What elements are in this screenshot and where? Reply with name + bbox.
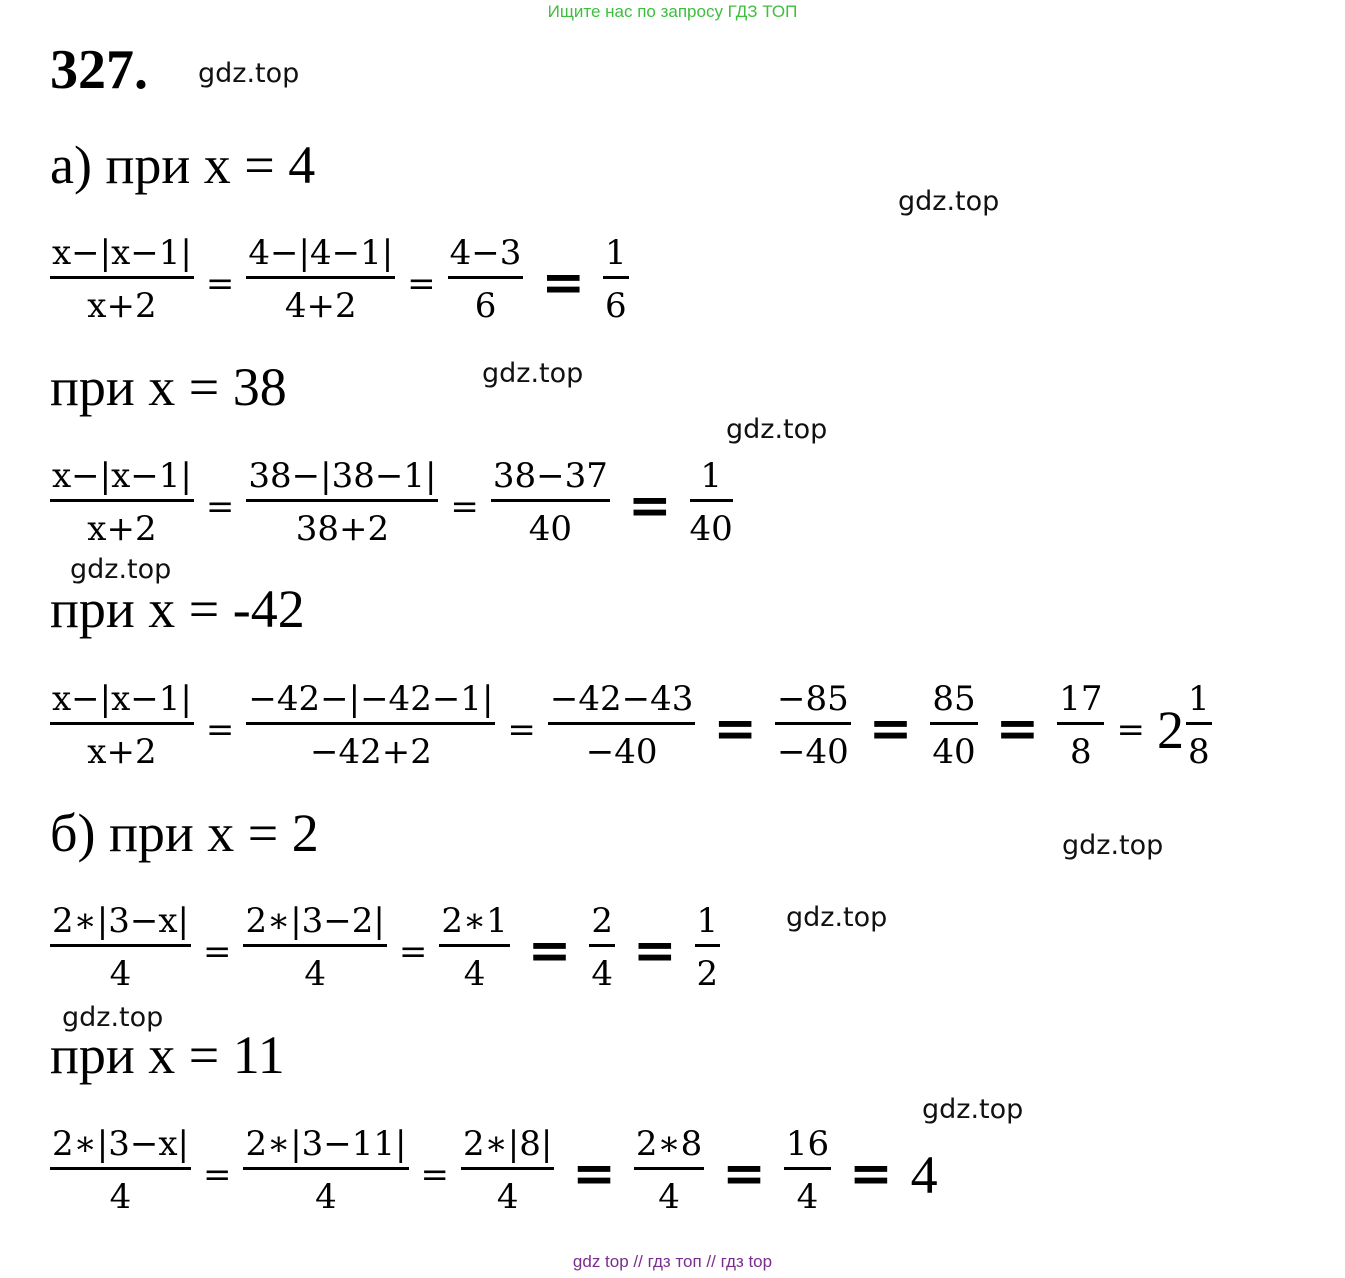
fraction: $\frac{x-|x-1|}{x+2}$ <box>52 232 192 326</box>
search-banner[interactable]: Ищите нас по запросу ГДЗ ТОП <box>547 2 798 21</box>
heading-a-x38: при x = 38 <box>50 357 287 417</box>
fraction: $\frac{-42-|-42-1|}{-42+2}$ <box>248 678 494 772</box>
fraction: $\frac{16}{4}$ <box>785 1123 830 1217</box>
fraction: $\frac{38-37}{40}$ <box>492 455 608 549</box>
fraction: $\frac{17}{8}$ <box>1059 678 1103 772</box>
fraction: $\frac{2∗|3-11|}{4}$ <box>245 1123 407 1217</box>
watermark: gdz.top <box>786 902 888 933</box>
fraction: $\frac{85}{40}$ <box>932 678 976 772</box>
watermark: gdz.top <box>898 186 1000 217</box>
fraction: $\frac{-42-43}{-40}$ <box>549 678 694 772</box>
equation-b-x11: $\frac{2∗|3-x|}{4}$ = $\frac{2∗|3-11|}{4}$ = $\frac{2∗|8|}{4}$ = $\frac{2∗8}{4}$ = $\frac{16}{4}$ = 4 <box>52 1123 938 1217</box>
fraction: $\frac{2∗1}{4}$ <box>441 900 508 994</box>
watermark: gdz.top <box>482 358 584 389</box>
fraction: $\frac{2∗8}{4}$ <box>635 1123 703 1217</box>
fraction: $\frac{2∗|3-2|}{4}$ <box>245 900 385 994</box>
fraction: $\frac{2∗|3-x|}{4}$ <box>52 900 189 994</box>
fraction: $\frac{1}{2}$ <box>696 900 719 994</box>
fraction: $\frac{2}{4}$ <box>591 900 613 994</box>
heading-b-x2: б) при x = 2 <box>50 803 319 863</box>
fraction: $\frac{4-|4-1|}{4+2}$ <box>248 232 394 326</box>
fraction: $\frac{4-3}{6}$ <box>449 232 522 326</box>
fraction: $\frac{1}{40}$ <box>689 455 733 549</box>
watermark: gdz.top <box>70 554 172 585</box>
fraction: $\frac{1}{8}$ <box>1187 678 1210 772</box>
equation-a-x38: $\frac{x-|x-1|}{x+2}$ = $\frac{38-|38-1|}{38+2}$ = $\frac{38-37}{40}$ = $\frac{1}{40}$ <box>52 455 733 549</box>
fraction: $\frac{2∗|3-x|}{4}$ <box>52 1123 189 1217</box>
heading-b-x11: при x = 11 <box>50 1025 285 1085</box>
fraction: $\frac{2∗|8|}{4}$ <box>463 1123 553 1217</box>
watermark: gdz.top <box>1062 830 1164 861</box>
watermark: gdz.top <box>922 1094 1024 1125</box>
mixed-number: 2 $\frac{1}{8}$ <box>1156 678 1210 772</box>
problem-number: 327. <box>50 39 148 101</box>
fraction: $\frac{x-|x-1|}{x+2}$ <box>52 455 192 549</box>
fraction: $\frac{x-|x-1|}{x+2}$ <box>52 678 192 772</box>
fraction: $\frac{-85}{-40}$ <box>777 678 849 772</box>
watermark: gdz.top <box>726 414 828 445</box>
result-value: 4 <box>910 1145 938 1205</box>
fraction: $\frac{1}{6}$ <box>605 232 627 326</box>
equation-a-x4: $\frac{x-|x-1|}{x+2}$ = $\frac{4-|4-1|}{4+2}$ = $\frac{4-3}{6}$ = $\frac{1}{6}$ <box>52 232 627 326</box>
footer-links[interactable]: gdz top // гдз топ // гдз top <box>572 1252 773 1271</box>
watermark: gdz.top <box>198 58 300 89</box>
equation-a-xneg42: $\frac{x-|x-1|}{x+2}$ = $\frac{-42-|-42-1|}{-42+2}$ = $\frac{-42-43}{-40}$ = $\frac{-85}{-40}$ = $\frac{85}{40}$ = $\frac{17}{8}$ = 2 $\frac{1}{8}$ <box>48 671 1214 781</box>
fraction: $\frac{38-|38-1|}{38+2}$ <box>248 455 437 549</box>
equation-b-x2: $\frac{2∗|3-x|}{4}$ = $\frac{2∗|3-2|}{4}$ = $\frac{2∗1}{4}$ = $\frac{2}{4}$ = $\frac{1}{2}$ <box>52 900 719 994</box>
heading-a-xneg42: при x = -42 <box>50 579 305 639</box>
watermark: gdz.top <box>62 1002 164 1033</box>
heading-a-x4: а) при x = 4 <box>50 135 316 195</box>
